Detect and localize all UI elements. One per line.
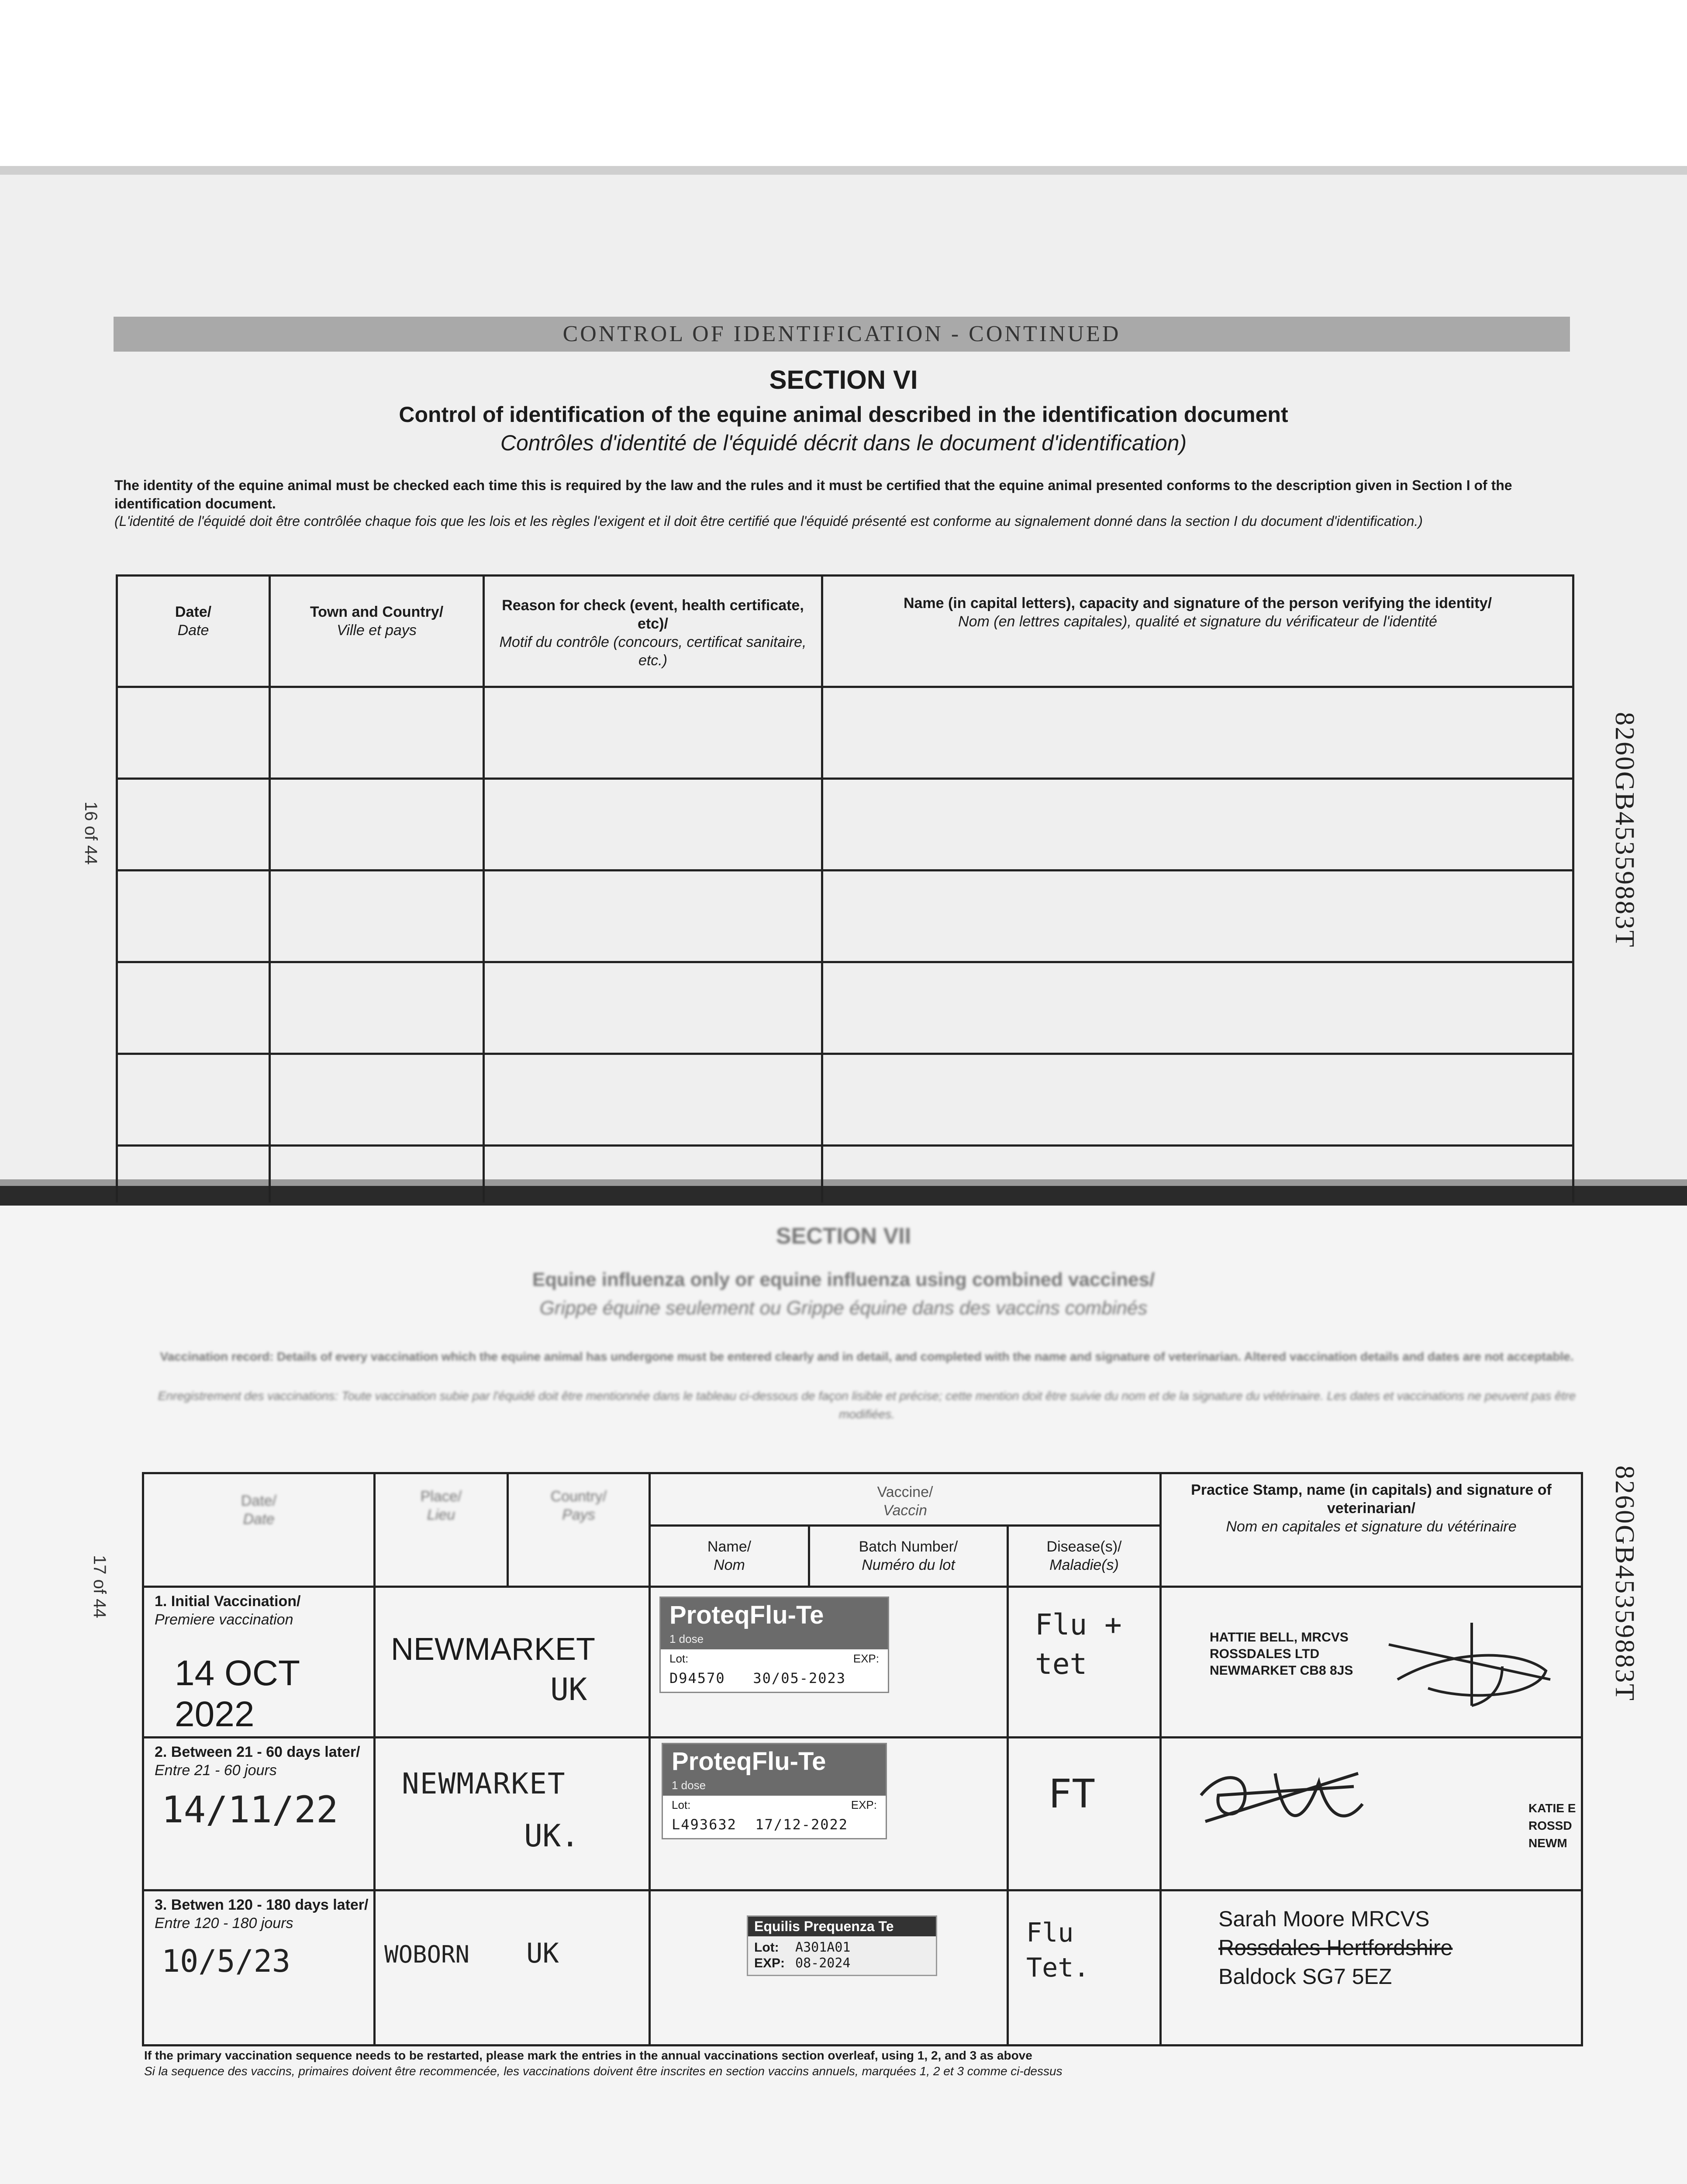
banner-text: CONTROL OF IDENTIFICATION - CONTINUED — [562, 321, 1121, 346]
country-handwritten: UK. — [524, 1818, 580, 1854]
lot-label: Lot: — [672, 1798, 691, 1811]
table-row — [117, 779, 1573, 871]
section-heading-7: SECTION VII — [776, 1223, 911, 1249]
col-header-country: Country/ Pays — [508, 1473, 650, 1587]
col-header-reason: Reason for check (event, health certificate, etc)/ Motif du contrôle (concours, certificat sanitaire, etc.) — [484, 576, 822, 687]
section-heading: SECTION VI — [769, 365, 918, 394]
vet-signature — [1363, 1614, 1563, 1714]
row-label: 3. Betwen 120 - 180 days later/ Entre 120 - 180 jours — [155, 1897, 369, 1932]
table-row — [117, 1054, 1573, 1146]
intro-text: The identity of the equine animal must be checked each time this is required by the law and the rules and it must be certified that the equine animal presented conforms to the description given in Section I of the identification document. — [114, 477, 1512, 511]
country-handwritten: UK — [550, 1672, 587, 1707]
expiry-date: 17/12-2022 — [755, 1816, 849, 1833]
vaccination-intro-fr: Enregistrement des vaccinations: Toute vaccination subie par l'équidé doit être mentionnée dans le tableau ci-dessous de façon lisible et précise; cette mention doit être suivie du nom et de la signature du vétérinaire. Les dates et vaccinations ne peuvent pas être modifiées. — [158, 1389, 1576, 1421]
vaccine-sticker — [659, 1597, 889, 1693]
page-number: 16 of 44 — [81, 802, 100, 865]
vet-stamp: Sarah Moore MRCVS Rossdales Hertfordshire Baldock SG7 5EZ — [1218, 1907, 1453, 1989]
col-header-date: Date/ Date — [143, 1473, 375, 1587]
batch-number: D94570 — [669, 1670, 725, 1686]
vaccination-row-3 — [143, 1890, 1582, 2046]
footnote — [144, 2048, 1063, 2079]
col-header-date: Date/ Date — [117, 576, 270, 687]
vaccination-row-2 — [143, 1738, 1582, 1890]
country-handwritten: UK — [526, 1937, 559, 1969]
section-title: Control of identification of the equine animal described in the identification document — [399, 402, 1288, 427]
col-header-place: Place/ Lieu — [375, 1473, 508, 1587]
section-title-7: Equine influenza only or equine influenza using combined vaccines/ — [532, 1269, 1155, 1290]
col-header-batch: Batch Number/ Numéro du lot — [809, 1526, 1008, 1587]
vaccine-dose: 1 dose — [661, 1632, 888, 1649]
vaccine-dose: 1 dose — [663, 1779, 886, 1796]
vaccine-brand: ProteqFlu-Te — [663, 1744, 886, 1779]
batch-number: A301A01 — [795, 1940, 851, 1955]
table-row — [117, 871, 1573, 962]
col-header-disease: Disease(s)/ Maladie(s) — [1008, 1526, 1161, 1587]
footnote-fr: Si la sequence des vaccins, primaires doivent être recommencée, les vaccinations doivent être inscrites en section vaccins annuels, marquées 1, 2 et 3 comme ci-dessus — [144, 2064, 1063, 2078]
passport-number-17: 8260GB45359883T — [1610, 1465, 1639, 1702]
col-header-town: Town and Country/ Ville et pays — [270, 576, 484, 687]
disease-handwritten: Flu Tet. — [1026, 1918, 1090, 1983]
section-title-fr: Contrôles d'identité de l'équidé décrit dans le document d'identification) — [500, 431, 1187, 455]
page-number-17: 17 of 44 — [90, 1555, 109, 1618]
disease-handwritten: FT — [1048, 1771, 1096, 1817]
place-stamp: NEWMARKET — [391, 1632, 595, 1667]
expiry-date: 08-2024 — [795, 1956, 851, 1971]
vet-stamp: KATIE E ROSSD NEWM — [1528, 1801, 1576, 1850]
col-header-vaccine: Vaccine/ Vaccin — [650, 1473, 1161, 1526]
exp-label: EXP: — [754, 1956, 785, 1970]
table-row — [117, 962, 1573, 1054]
place-handwritten: NEWMARKET — [402, 1767, 566, 1800]
vaccination-table — [142, 1472, 1583, 2046]
passport-number: 8260GB45359883T — [1610, 712, 1639, 948]
vaccine-sticker — [747, 1915, 937, 1976]
vaccination-date: 14 OCT 2022 — [175, 1653, 300, 1734]
expiry-date: 30/05-2023 — [753, 1670, 846, 1686]
col-header-vaccine-name: Name/ Nom — [650, 1526, 809, 1587]
vaccine-brand: Equilis Prequenza Te — [748, 1917, 936, 1936]
exp-label: EXP: — [853, 1652, 879, 1665]
vet-stamp: HATTIE BELL, MRCVS ROSSDALES LTD NEWMARKET CB8 8JS — [1210, 1630, 1353, 1678]
lot-label: Lot: — [754, 1940, 779, 1955]
table-row — [117, 1146, 1573, 1203]
lot-label: Lot: — [669, 1652, 689, 1665]
row-label: 2. Between 21 - 60 days later/ Entre 21 - 60 jours — [155, 1744, 360, 1779]
exp-label: EXP: — [851, 1798, 877, 1811]
scan-background — [0, 0, 1687, 175]
identification-check-table — [116, 574, 1574, 1203]
footnote-en: If the primary vaccination sequence needs to be restarted, please mark the entries in the annual vaccinations section overleaf, using 1, 2, and 3 as above — [144, 2049, 1032, 2062]
vaccination-date: 14/11/22 — [162, 1788, 338, 1831]
col-header-stamp: Practice Stamp, name (in capitals) and signature of veterinarian/ Nom en capitales et signature du vétérinaire — [1161, 1473, 1582, 1587]
col-header-verifier: Name (in capital letters), capacity and signature of the person verifying the identity/ Nom (en lettres capitales), qualité et signature du vérificateur de l'identité — [822, 576, 1573, 687]
table-row — [117, 687, 1573, 779]
section-banner — [114, 317, 1570, 352]
vaccination-date: 10/5/23 — [162, 1943, 291, 1979]
intro-text-fr: (L'identité de l'équidé doit être contrôlée chaque fois que les lois et les règles l'exigent et il doit être certifié que l'équidé présenté est conforme au signalement donné dans la section I du document d'identification.) — [114, 513, 1423, 529]
vaccination-row-1 — [143, 1587, 1582, 1738]
vaccination-intro: Vaccination record: Details of every vaccination which the equine animal has undergone must be entered clearly and in detail, and completed with the name and signature of veterinarian. Altered vaccination details and dates are not acceptable. — [160, 1350, 1574, 1363]
vaccine-sticker — [662, 1743, 887, 1839]
place-handwritten: WOBORN UK — [384, 1937, 559, 1969]
disease-handwritten: Flu + tet — [1035, 1608, 1122, 1681]
vaccine-brand: ProteqFlu-Te — [661, 1598, 888, 1632]
row-label: 1. Initial Vaccination/ Premiere vaccination — [155, 1593, 301, 1628]
batch-number: L493632 — [672, 1816, 737, 1833]
vet-signature — [1188, 1756, 1371, 1839]
section-title-7-fr: Grippe équine seulement ou Grippe équine dans des vaccins combinés — [539, 1297, 1148, 1319]
